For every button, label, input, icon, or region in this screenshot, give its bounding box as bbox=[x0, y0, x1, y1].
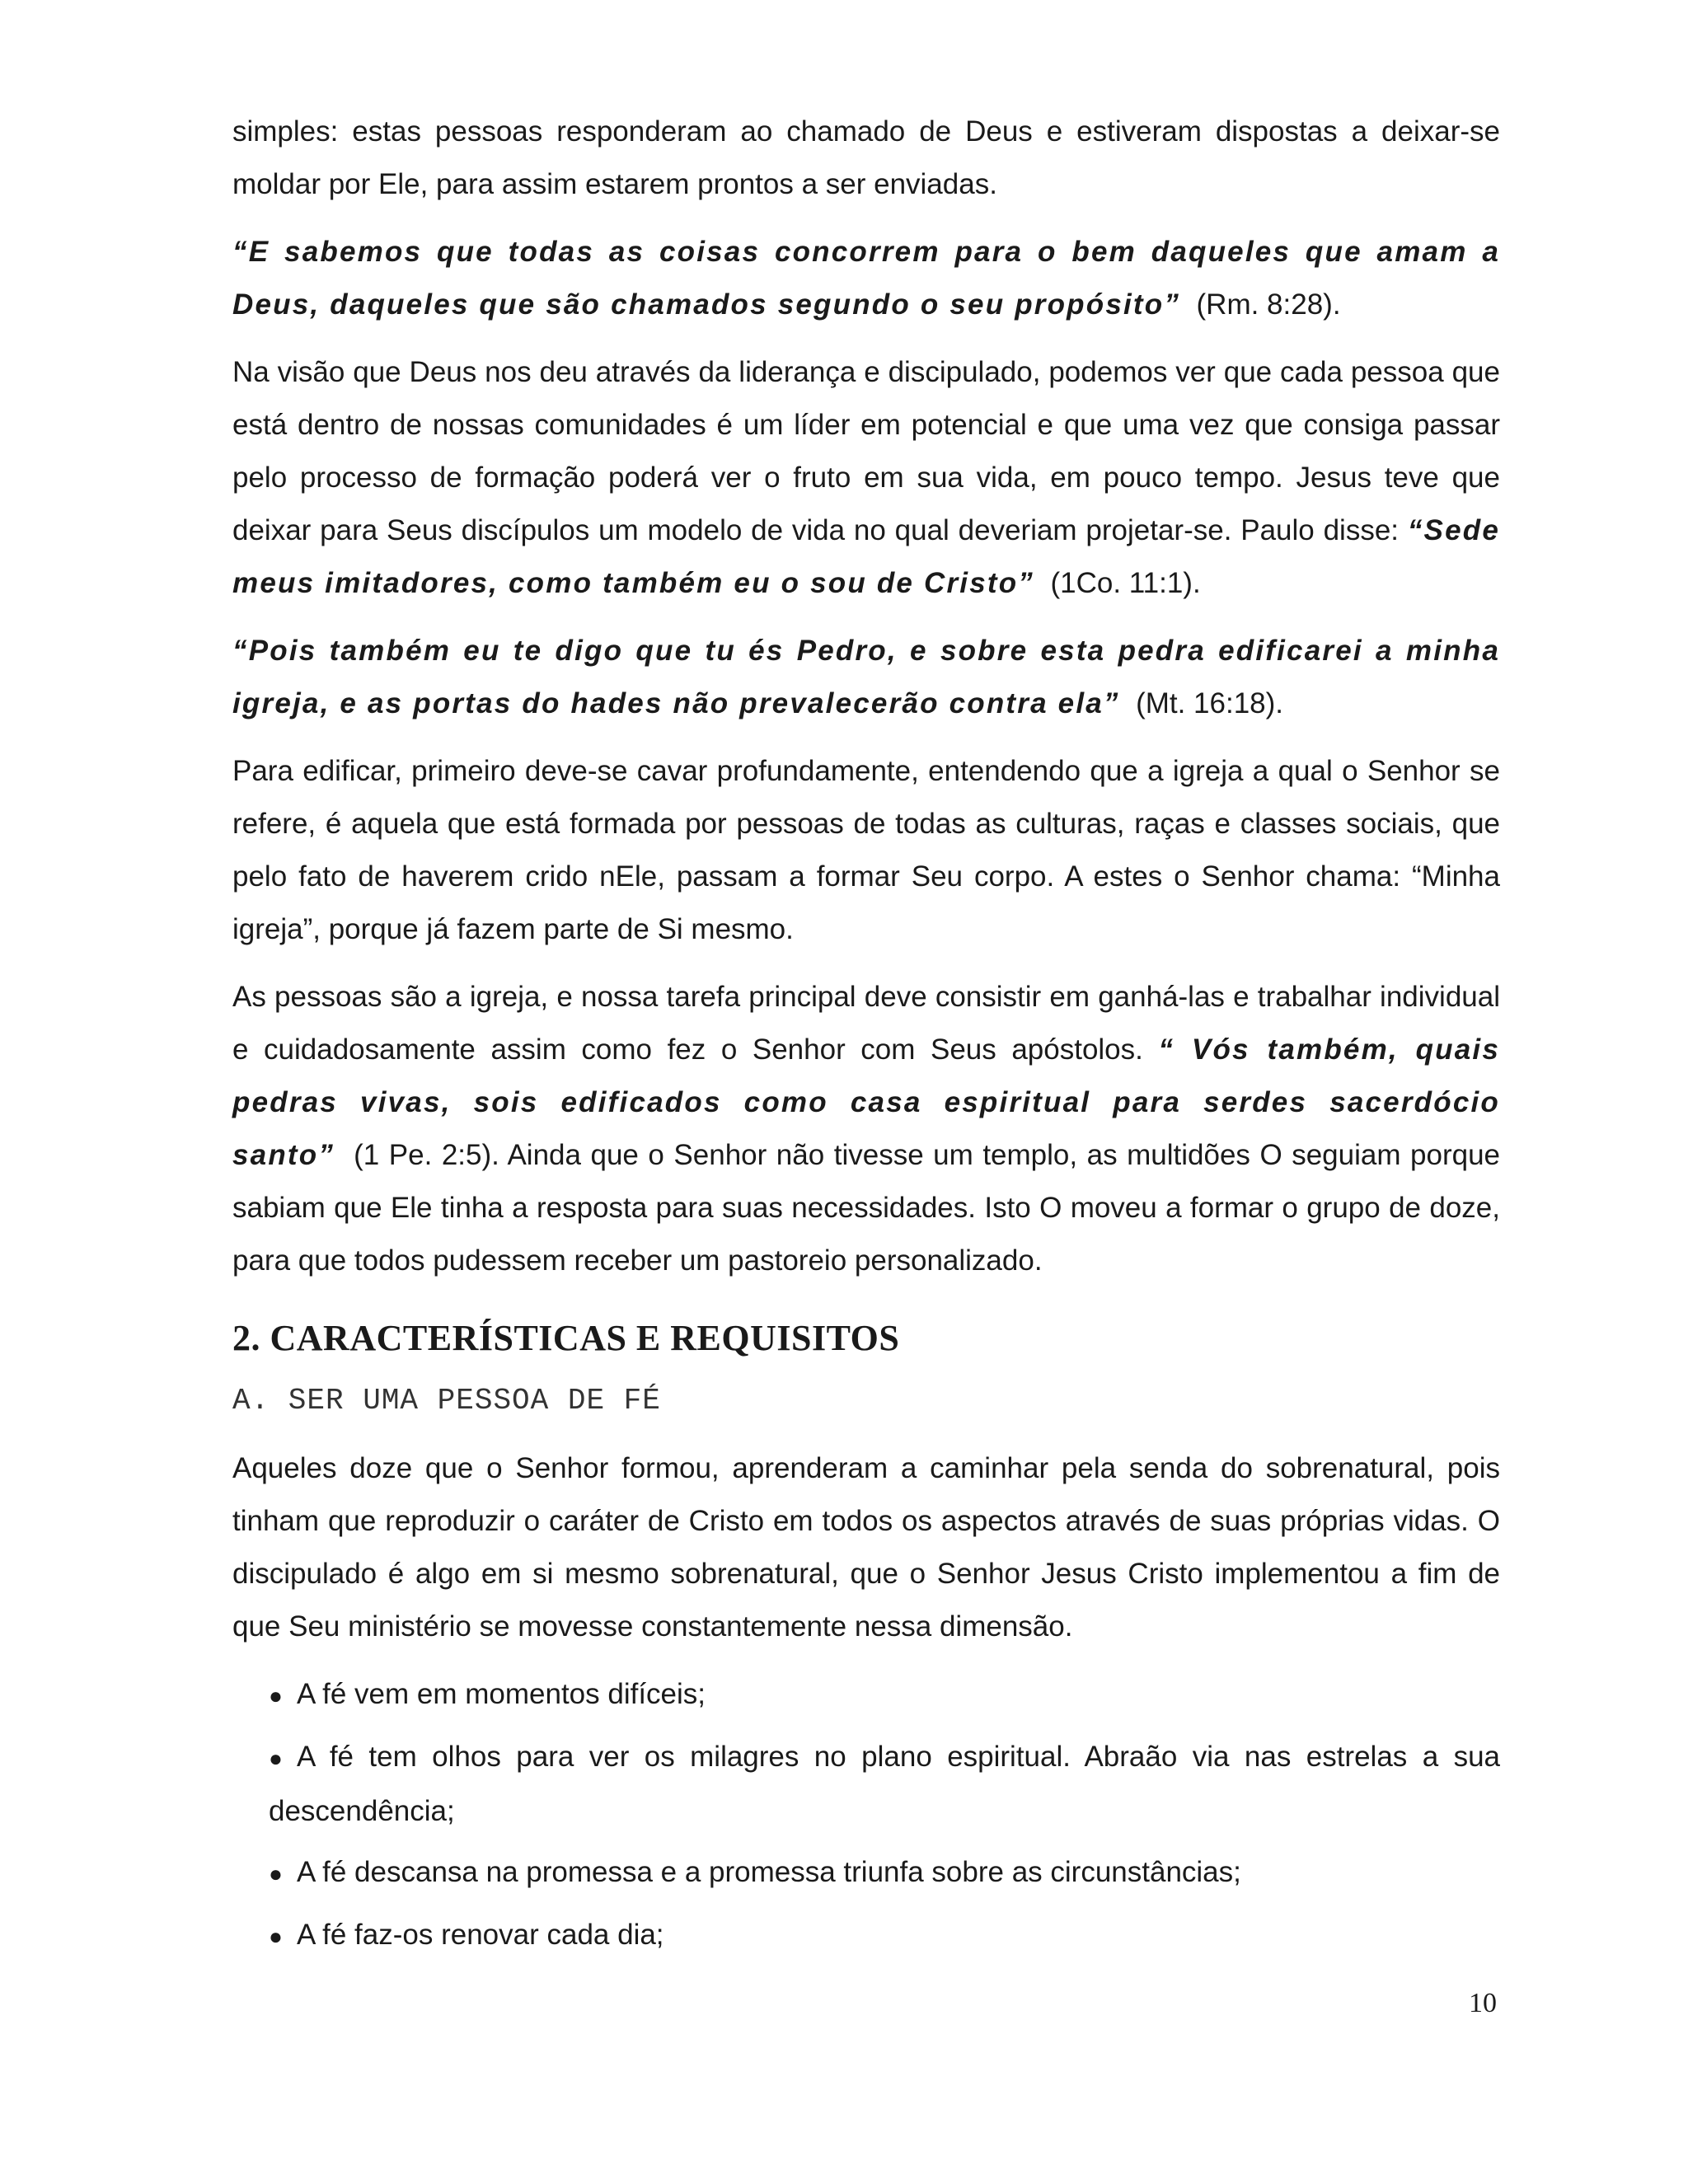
list-item bbox=[269, 1909, 1500, 1963]
quote-text: “ Vós também, quais pedras vivas, sois edificados como casa espiritual para serdes sacerdócio santo” bbox=[232, 1033, 1500, 1171]
list-item bbox=[269, 1668, 1500, 1722]
bullet-icon: ● bbox=[269, 1746, 283, 1771]
bullet-icon: ● bbox=[269, 1683, 283, 1708]
scripture-quote-romans bbox=[232, 226, 1500, 331]
bullet-icon: ● bbox=[269, 1861, 283, 1886]
section-heading: 2. CARACTERÍSTICAS E REQUISITOS bbox=[232, 1318, 900, 1358]
page-number: 10 bbox=[1469, 1988, 1497, 2018]
paragraph-text: Ainda que o Senhor não tivesse um templo, as multidões O seguiam porque sabiam que Ele tinha a resposta para suas necessidades. Isto O moveu a formar o grupo de doze, para que todos pudessem receber um pastoreio personalizado. bbox=[232, 1139, 1501, 1277]
quote-reference: (Rm. 8:28). bbox=[1196, 288, 1341, 321]
list-item bbox=[269, 1731, 1500, 1838]
quote-text: “Sede meus imitadores, como também eu o sou de Cristo” bbox=[232, 514, 1500, 599]
quote-reference: (1 Pe. 2:5). bbox=[354, 1139, 499, 1171]
paragraph-text: Na visão que Deus nos deu através da liderança e discipulado, podemos ver que cada pessoa que está dentro de nossas comunidades é um líder em potencial e que uma vez que consiga passar pelo processo de formação poderá ver o fruto em sua vida, em pouco tempo. Jesus teve que deixar para Seus discípulos um modelo de vida no qual deveriam projetar-se. Paulo disse: bbox=[232, 356, 1500, 546]
paragraph-edify: Para edificar, primeiro deve-se cavar profundamente, entendendo que a igreja a qual o Senhor se refere, é aquela que está formada por pessoas de todas as culturas, raças e classes sociais, que pelo fato de haverem crido nEle, passam a formar Seu corpo. A estes o Senhor chama: “Minha igreja”, porque já fazem parte de Si mesmo. bbox=[232, 755, 1500, 945]
paragraph-text: As pessoas são a igreja, e nossa tarefa principal deve consistir em ganhá-las e trabalhar individual e cuidadosamente assim como fez o Senhor com Seus apóstolos. bbox=[232, 981, 1500, 1066]
list-item-text: A fé descansa na promessa e a promessa triunfa sobre as circunstâncias; bbox=[297, 1856, 1241, 1888]
paragraph-people bbox=[232, 971, 1500, 1287]
quote-reference: (Mt. 16:18). bbox=[1136, 687, 1284, 719]
scripture-quote-matthew bbox=[232, 625, 1500, 730]
paragraph-faith: Aqueles doze que o Senhor formou, aprenderam a caminhar pela senda do sobrenatural, pois tinham que reproduzir o caráter de Cristo em todos os aspectos através de suas próprias vidas. O discipulado é algo em si mesmo sobrenatural, que o Senhor Jesus Cristo implementou a fim de que Seu ministério se movesse constantemente nessa dimensão. bbox=[232, 1452, 1500, 1643]
quote-reference: (1Co. 11:1). bbox=[1050, 567, 1201, 599]
quote-text: “Pois também eu te digo que tu és Pedro, e sobre esta pedra edificarei a minha igreja, e as portas do hades não prevalecerão contra ela” bbox=[232, 635, 1500, 719]
paragraph-intro: simples: estas pessoas responderam ao chamado de Deus e estiveram dispostas a deixar-se moldar por Ele, para assim estarem prontos a ser enviadas. bbox=[232, 115, 1500, 200]
list-item-text: A fé vem em momentos difíceis; bbox=[297, 1678, 706, 1710]
list-item-text: A fé tem olhos para ver os milagres no plano espiritual. Abraão via nas estrelas a sua descendência; bbox=[269, 1741, 1500, 1827]
paragraph-vision bbox=[232, 346, 1500, 610]
bullet-list bbox=[232, 1668, 1500, 1963]
bullet-icon: ● bbox=[269, 1924, 283, 1949]
section-subheading: A. SER UMA PESSOA DE FÉ bbox=[232, 1384, 661, 1418]
list-item-text: A fé faz-os renovar cada dia; bbox=[297, 1919, 664, 1951]
list-item bbox=[269, 1846, 1500, 1900]
quote-text: “E sabemos que todas as coisas concorrem para o bem daqueles que amam a Deus, daqueles que são chamados segundo o seu propósito” bbox=[232, 236, 1500, 321]
document-page bbox=[232, 105, 1500, 1971]
